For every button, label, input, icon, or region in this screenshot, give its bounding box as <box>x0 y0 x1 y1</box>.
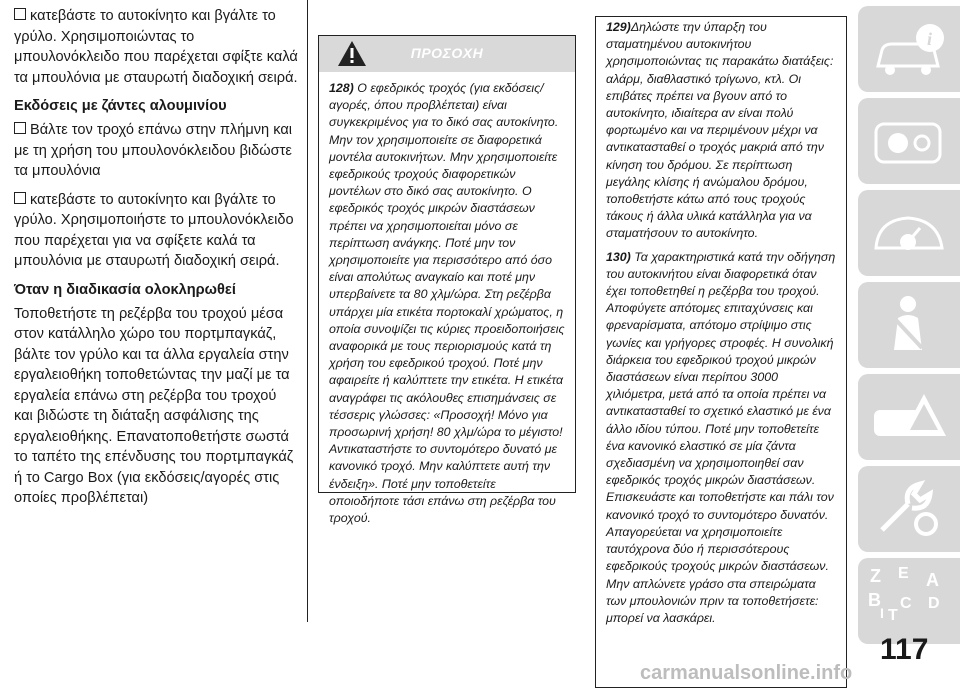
paragraph-text: κατεβάστε το αυτοκίνητο και βγάλτε το γρύλο. Χρησιμοποιήστε το μπουλονόκλειδο που παρέχεται για να σφίξετε καλά τα μπουλόνια με σταυρωτή διαδοχική σειρά. <box>14 191 294 269</box>
tab-index[interactable] <box>858 560 960 628</box>
notes-body <box>596 17 846 627</box>
tab-safety[interactable] <box>858 282 960 368</box>
warning-body <box>319 72 575 527</box>
index-letter: C <box>900 595 912 612</box>
checkbox-bullet-icon <box>14 122 26 134</box>
tab-emergency[interactable] <box>858 374 960 460</box>
seatbelt-icon <box>868 290 950 360</box>
watermark: carmanualsonline.info <box>640 662 853 684</box>
maintenance-icon <box>868 474 950 544</box>
index-letter: Z <box>870 566 881 586</box>
tab-controls[interactable] <box>858 98 960 184</box>
note-number: 129) <box>606 20 631 34</box>
column-divider <box>307 0 308 622</box>
left-column <box>14 6 299 517</box>
paragraph-text: κατεβάστε το αυτοκίνητο και βγάλτε το γρύλο. Χρησιμοποιώντας το μπουλονόκλειδο που παρέχεται σφίξτε καλά τα μπουλόνια με σταυρωτή διαδοχική σειρά. <box>14 8 298 86</box>
note-paragraph <box>606 249 838 627</box>
index-letter: B <box>868 590 881 610</box>
tab-car-info[interactable] <box>858 6 960 92</box>
dashboard-icon <box>868 198 950 268</box>
note-number: 130) <box>606 249 631 264</box>
note-paragraph <box>606 19 838 243</box>
tab-maintenance[interactable] <box>858 466 960 552</box>
paragraph: Τοποθετήστε τη ρεζέρβα του τροχού μέσα στον κατάλληλο χώρο του πορτμπαγκάζ, βάλτε τον γρύλο και τα άλλα εργαλεία στην εργαλειοθήκη τοποθετώντας την μαζί με τα εργαλεία επάνω στη ρεζέρβα του τροχού και βιδώστε τη διάταξη ασφάλισης της εργαλειοθήκης. Επανατοποθετήστε σωστά το ταπέτο της επένδυσης του πορτμπαγκάζ ή το Cargo Box (για εκδόσεις/αγορές στις οποίες προβλέπεται) <box>14 305 294 506</box>
section-heading: Όταν η διαδικασία ολοκληρωθεί <box>14 281 236 298</box>
index-letter: A <box>926 570 939 590</box>
index-icon <box>864 562 954 624</box>
warning-header <box>319 36 575 72</box>
checkbox-bullet-icon <box>14 192 26 204</box>
paragraph <box>14 6 299 88</box>
breakdown-icon <box>868 382 950 452</box>
svg-text:i: i <box>927 29 933 49</box>
warning-text: Ο εφεδρικός τροχός (για εκδόσεις/ αγορές, όπου προβλέπεται) είναι συγκεκριμένος για το δικό σας αυτοκίνητο. Μην τον χρησιμοποιείτε σε διαφορετικά μοντέλα αυτοκινήτων. Μην χρησιμοποιείτε εφεδρικούς τροχούς διαφορετικών μοντέλων στο δικό σας αυτοκίνητο. Ο εφεδρικός τροχός μικρών διαστάσεων πρέπει να χρησιμοποιείται μόνο σε περίπτωση ανάγκης. Ποτέ μην τον χρησιμοποιείτε για περισσότερο από όσο είναι απολύτως αναγκαίο και ποτέ μην υπερβαίνετε τα 80 χλμ/ώρα. Στη ρεζέρβα υπάρχει μία ετικέτα πορτοκαλί χρώματος, η οποία συνοψίζει τις κύριες προειδοποιήσεις αναφορικά με τους περιορισμούς κατά τη χρήση του εφεδρικού τροχού. Ποτέ μην αφαιρείτε ή καλύπτετε την ετικέτα. Η ετικέτα αναγράφει τις ακόλουθες επισημάνσεις σε τέσσερις γλώσσες: «Προσοχή! Μόνο για προσωρινή χρήση! 80 χλμ/ώρα το μέγιστο! Αντικαταστήστε το συντομότερο δυνατό με κανονικό τροχό. Μην καλύπτετε αυτή την ένδειξη». Ποτέ μην τοποθετείτε οποιοδήποτε τάσι επάνω στη ρεζέρβα του τροχού. <box>329 81 565 526</box>
page-number: 117 <box>880 633 929 666</box>
notes-box <box>595 16 847 688</box>
index-letter: D <box>928 595 940 612</box>
car-controls-icon <box>868 106 950 176</box>
index-letter: T <box>888 607 898 624</box>
note-number: 128) <box>329 81 354 95</box>
warning-title: ΠΡΟΣΟΧΗ <box>410 45 484 61</box>
warning-box <box>318 35 576 526</box>
paragraph <box>14 120 299 182</box>
paragraph-text: Βάλτε τον τροχό επάνω στην πλήμνη και με τη χρήση του μπουλονόκλειδου βιδώστε τα μπουλόνια <box>14 122 292 179</box>
checkbox-bullet-icon <box>14 8 26 20</box>
tab-dashboard[interactable] <box>858 190 960 276</box>
note-text: Τα χαρακτηριστικά κατά την οδήγηση του αυτοκινήτου είναι διαφορετικά όταν έχει τοποθετηθεί η ρεζέρβα του τροχού. Αποφύγετε απότομες επιταχύνσεις και φρεναρίσματα, απότομο στρίψιμο στις γωνίες και γρήγορες στροφές. Η συνολική διάρκεια του εφεδρικού τροχού μικρών διαστάσεων είναι περίπου 3000 χιλιόμετρα, μετά από τα οποία πρέπει να αντικατασταθεί το σχετικό ελαστικό με ένα άλλο ιδίου τύπου. Ποτέ μην τοποθετείτε ένα κανονικό ελαστικό σε μία ζάντα σχεδιασμένη να χρησιμοποιηθεί σαν εφεδρικός τροχός μικρών διαστάσεων. Επισκευάστε και τοποθετήστε και πάλι τον κανονικό τροχό το συντομότερο δυνατόν. Απαγορεύεται να χρησιμοποιείτε ταυτόχρονα δύο ή περισσότερους εφεδρικούς τροχούς μικρών διαστάσεων. Μην απλώνετε γράσο στα σπειρώματα των μπουλονιών πριν τα τοποθετήσετε: μπορεί να λασκάρει. <box>606 249 836 625</box>
section-heading: Εκδόσεις με ζάντες αλουμινίου <box>14 98 227 114</box>
note-text: Δηλώστε την ύπαρξη του σταματημένου αυτοκινήτου χρησιμοποιώντας τις παρακάτω διατάξεις: αλάρμ, διαθλαστικό τρίγωνο, κτλ. Οι επιβάτες πρέπει να βγουν από το αυτοκίνητο, ιδιαίτερα αν είναι πολύ φορτωμένο και να περιμένουν μέχρι να αντικατασταθεί ο τροχός μακριά από την κίνηση του δρόμου. Σε περίπτωση μεγάλης κλίσης ή ανώμαλου δρόμου, τοποθετήστε κάτω από τους τροχούς τάκους ή άλλα υλικά κατάλληλα για να σταματήσουν το αυτοκίνητο. <box>606 20 834 241</box>
index-letter: I <box>880 605 884 621</box>
car-info-icon <box>868 14 950 84</box>
index-letter: E <box>898 565 909 582</box>
paragraph <box>14 190 299 272</box>
